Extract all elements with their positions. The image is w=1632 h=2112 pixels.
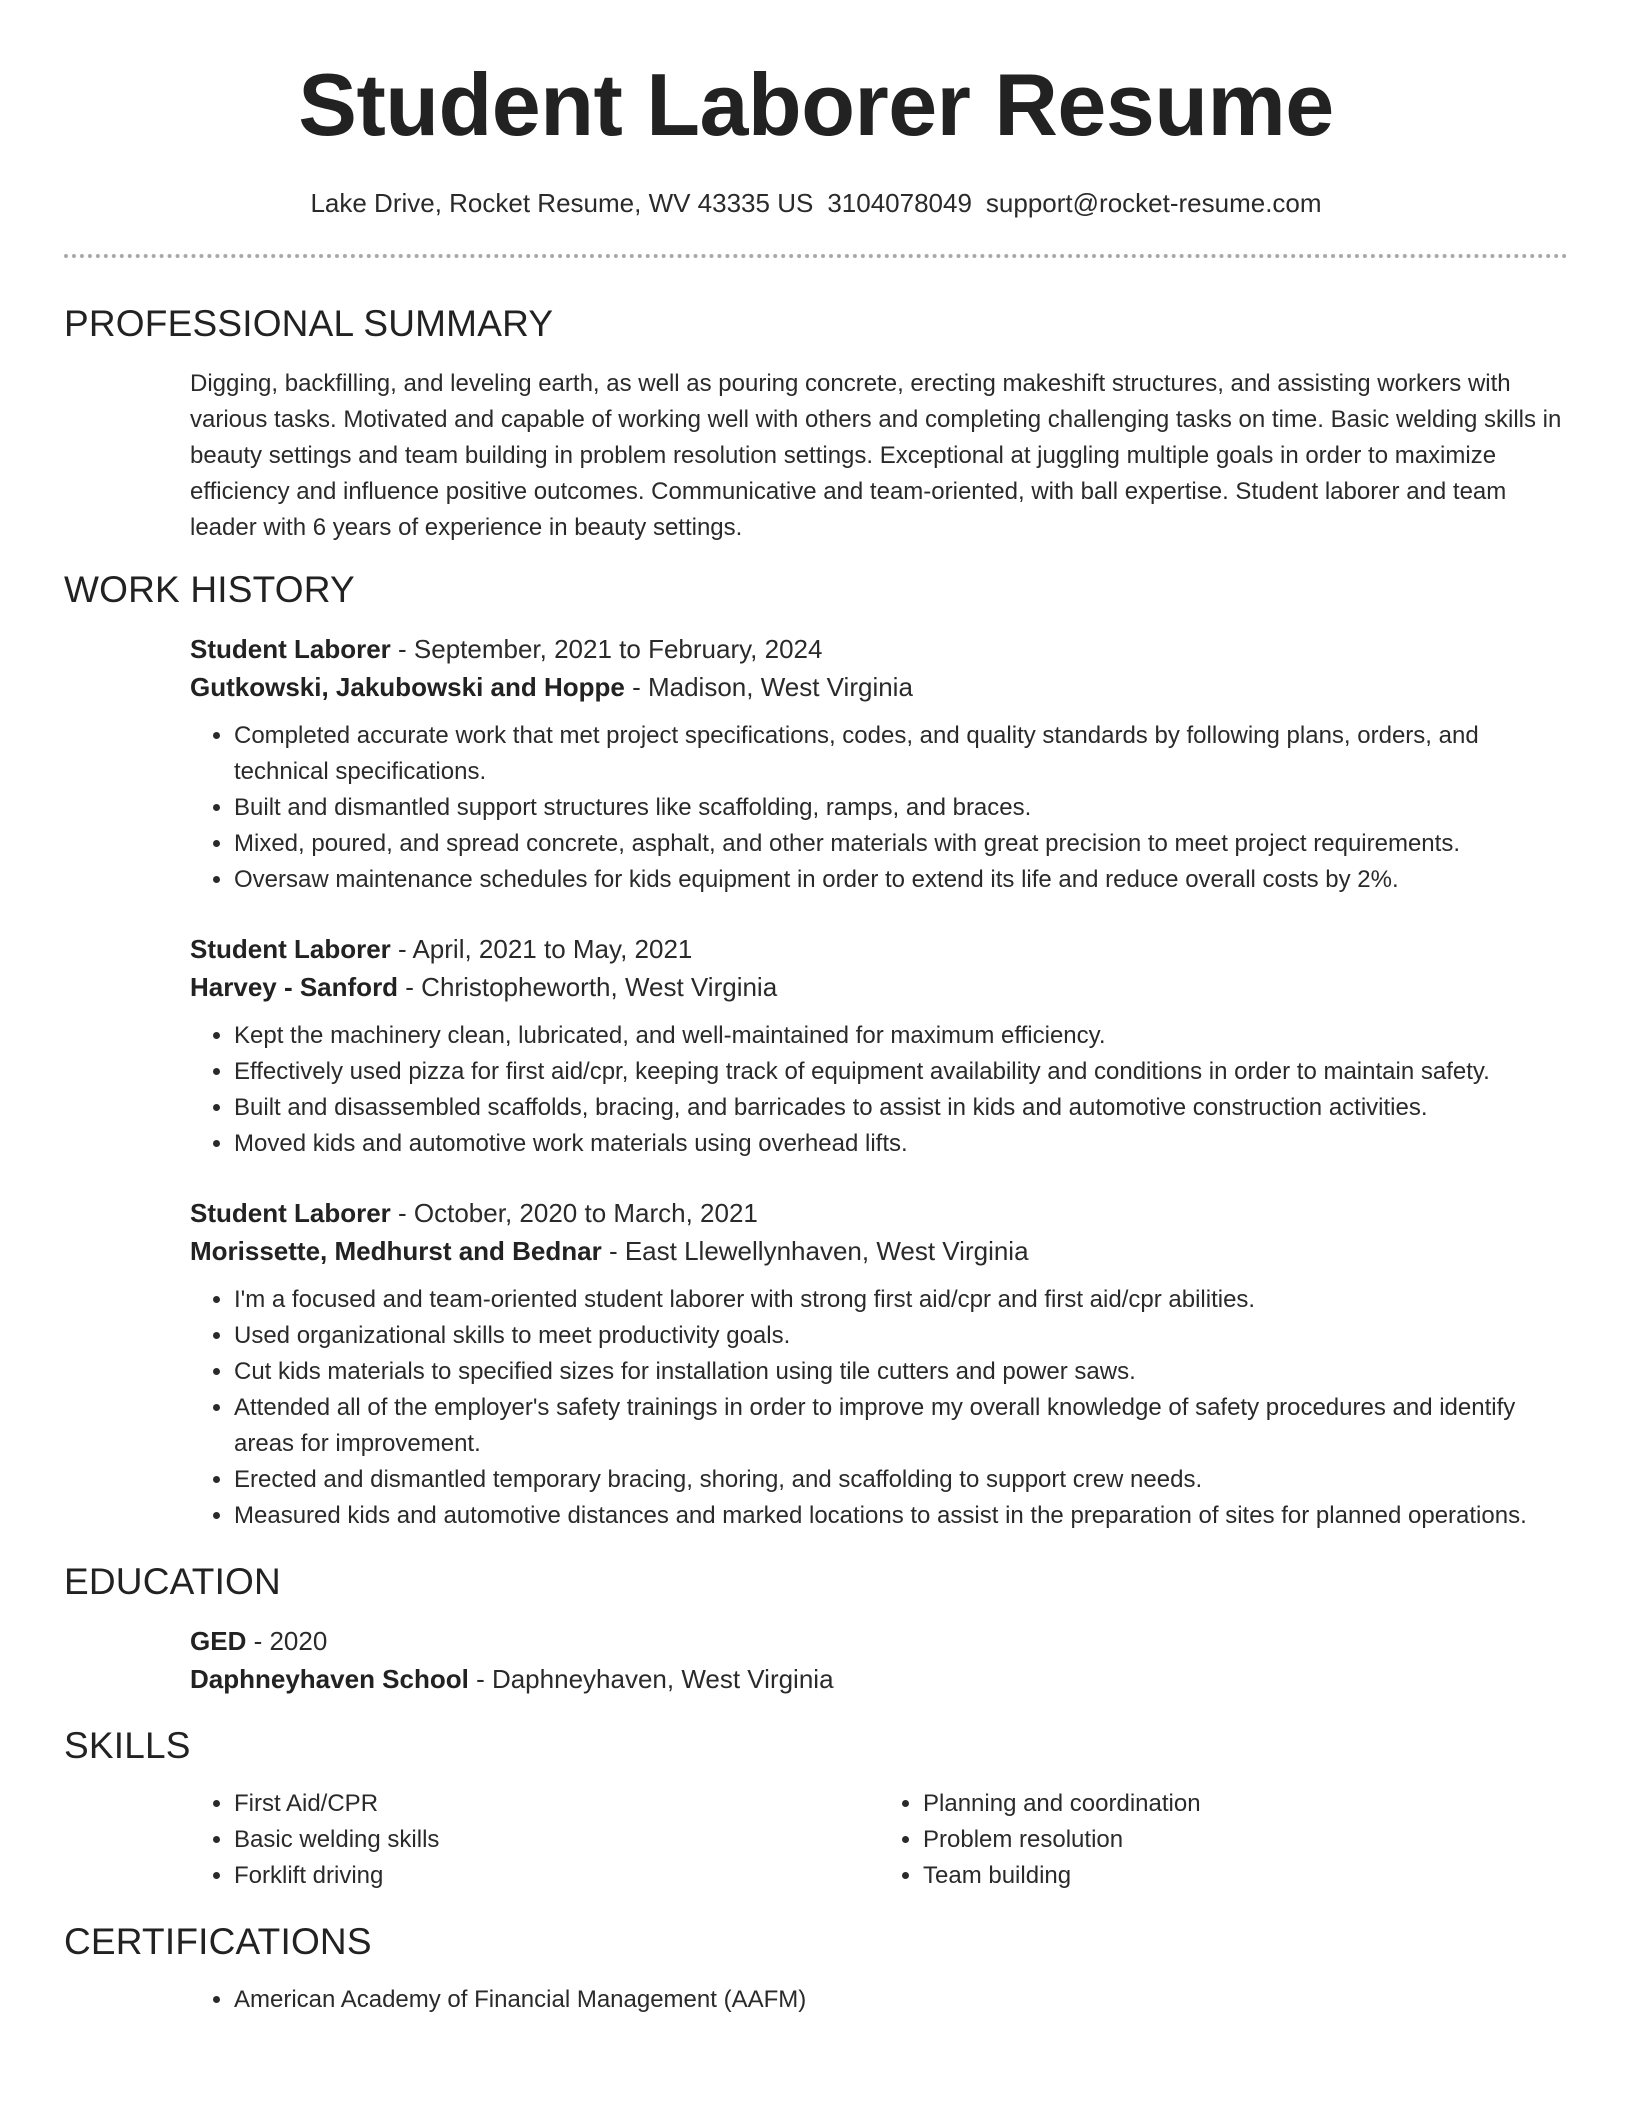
- contact-phone: 3104078049: [827, 188, 972, 218]
- job-duties-list: [190, 1282, 1568, 1534]
- list-item: • American Academy of Financial Management (AAFM): [234, 1982, 1568, 2018]
- school-name: Daphneyhaven School: [190, 1664, 469, 1694]
- summary-heading: PROFESSIONAL SUMMARY: [64, 303, 554, 344]
- school-line: [190, 1660, 1568, 1698]
- job-location: - Christopheworth, West Virginia: [398, 972, 778, 1002]
- certifications-list: [190, 1982, 1568, 2018]
- list-item: • Kept the machinery clean, lubricated, and well-maintained for maximum efficiency.: [234, 1018, 1568, 1054]
- list-item: • I'm a focused and team-oriented student laborer with strong first aid/cpr and first aid/cpr abilities.: [234, 1282, 1568, 1318]
- job-title-line: [190, 630, 1568, 668]
- list-item: • Erected and dismantled temporary bracing, shoring, and scaffolding to support crew needs.: [234, 1462, 1568, 1498]
- list-item: • Oversaw maintenance schedules for kids equipment in order to extend its life and reduce overall costs by 2%.: [234, 862, 1568, 898]
- job-title: Student Laborer: [190, 1198, 391, 1228]
- job-duties-list: [190, 1018, 1568, 1162]
- job-entry: [64, 1194, 1568, 1534]
- list-item: • Mixed, poured, and spread concrete, asphalt, and other materials with great precision to meet project requirements.: [234, 826, 1568, 862]
- list-item: • Attended all of the employer's safety trainings in order to improve my overall knowledge of safety procedures and identify areas for improvement.: [234, 1390, 1568, 1462]
- list-item: • First Aid/CPR: [234, 1786, 879, 1822]
- skills-grid: [64, 1786, 1568, 1894]
- list-item: • Moved kids and automotive work materials using overhead lifts.: [234, 1126, 1568, 1162]
- job-entry: [64, 630, 1568, 898]
- job-location: - Madison, West Virginia: [624, 672, 913, 702]
- list-item: • Effectively used pizza for first aid/cpr, keeping track of equipment availability and conditions in order to maintain safety.: [234, 1054, 1568, 1090]
- job-company-line: [190, 668, 1568, 706]
- skills-list-right: [879, 1786, 1568, 1894]
- list-item: • Completed accurate work that met project specifications, codes, and quality standards by following plans, orders, and technical specifications.: [234, 718, 1568, 790]
- contact-address: Lake Drive, Rocket Resume, WV 43335 US: [310, 188, 814, 218]
- work-history-heading: WORK HISTORY: [64, 569, 355, 610]
- list-item: • Basic welding skills: [234, 1822, 879, 1858]
- job-dates: - April, 2021 to May, 2021: [390, 934, 693, 964]
- header-divider: [64, 254, 1568, 258]
- job-title: Student Laborer: [190, 934, 391, 964]
- list-item: • Problem resolution: [923, 1822, 1568, 1858]
- job-company-line: [190, 968, 1568, 1006]
- list-item: • Used organizational skills to meet productivity goals.: [234, 1318, 1568, 1354]
- job-dates: - September, 2021 to February, 2024: [390, 634, 823, 664]
- job-company-line: [190, 1232, 1568, 1270]
- job-title-line: [190, 1194, 1568, 1232]
- job-title-line: [190, 930, 1568, 968]
- education-entry: [64, 1622, 1568, 1698]
- degree-year: - 2020: [246, 1626, 328, 1656]
- summary-block: [64, 366, 1568, 546]
- job-company: Harvey - Sanford: [190, 972, 399, 1002]
- skills-heading: SKILLS: [64, 1725, 191, 1766]
- contact-line: [64, 186, 1568, 220]
- list-item: • Measured kids and automotive distances and marked locations to assist in the preparation of sites for planned operations.: [234, 1498, 1568, 1534]
- job-dates: - October, 2020 to March, 2021: [390, 1198, 758, 1228]
- job-location: - East Llewellynhaven, West Virginia: [601, 1236, 1029, 1266]
- list-item: • Built and dismantled support structures like scaffolding, ramps, and braces.: [234, 790, 1568, 826]
- job-entry: [64, 930, 1568, 1162]
- job-company: Gutkowski, Jakubowski and Hoppe: [190, 672, 625, 702]
- skills-list-left: [190, 1786, 879, 1894]
- school-location: - Daphneyhaven, West Virginia: [468, 1664, 834, 1694]
- degree: GED: [190, 1626, 247, 1656]
- certifications-heading: CERTIFICATIONS: [64, 1921, 372, 1962]
- job-company: Morissette, Medhurst and Bednar: [190, 1236, 602, 1266]
- list-item: • Forklift driving: [234, 1858, 879, 1894]
- list-item: • Team building: [923, 1858, 1568, 1894]
- degree-line: [190, 1622, 1568, 1660]
- list-item: • Built and disassembled scaffolds, bracing, and barricades to assist in kids and automotive construction activities.: [234, 1090, 1568, 1126]
- contact-email[interactable]: support@rocket-resume.com: [985, 188, 1322, 218]
- summary-text: Digging, backfilling, and leveling earth, as well as pouring concrete, erecting makeshift structures, and assisting workers with various tasks. Motivated and capable of working well with others and completing challenging tasks on time. Basic welding skills in beauty settings and team building in problem resolution settings. Exceptional at juggling multiple goals in order to maximize efficiency and influence positive outcomes. Communicative and team-oriented, with ball expertise. Student laborer and team leader with 6 years of experience in beauty settings.: [190, 370, 1562, 541]
- certifications-block: [64, 1982, 1568, 2018]
- job-duties-list: [190, 718, 1568, 898]
- job-title: Student Laborer: [190, 634, 391, 664]
- resume-title: Student Laborer Resume: [298, 55, 1334, 154]
- list-item: • Planning and coordination: [923, 1786, 1568, 1822]
- list-item: • Cut kids materials to specified sizes for installation using tile cutters and power saws.: [234, 1354, 1568, 1390]
- education-heading: EDUCATION: [64, 1561, 281, 1602]
